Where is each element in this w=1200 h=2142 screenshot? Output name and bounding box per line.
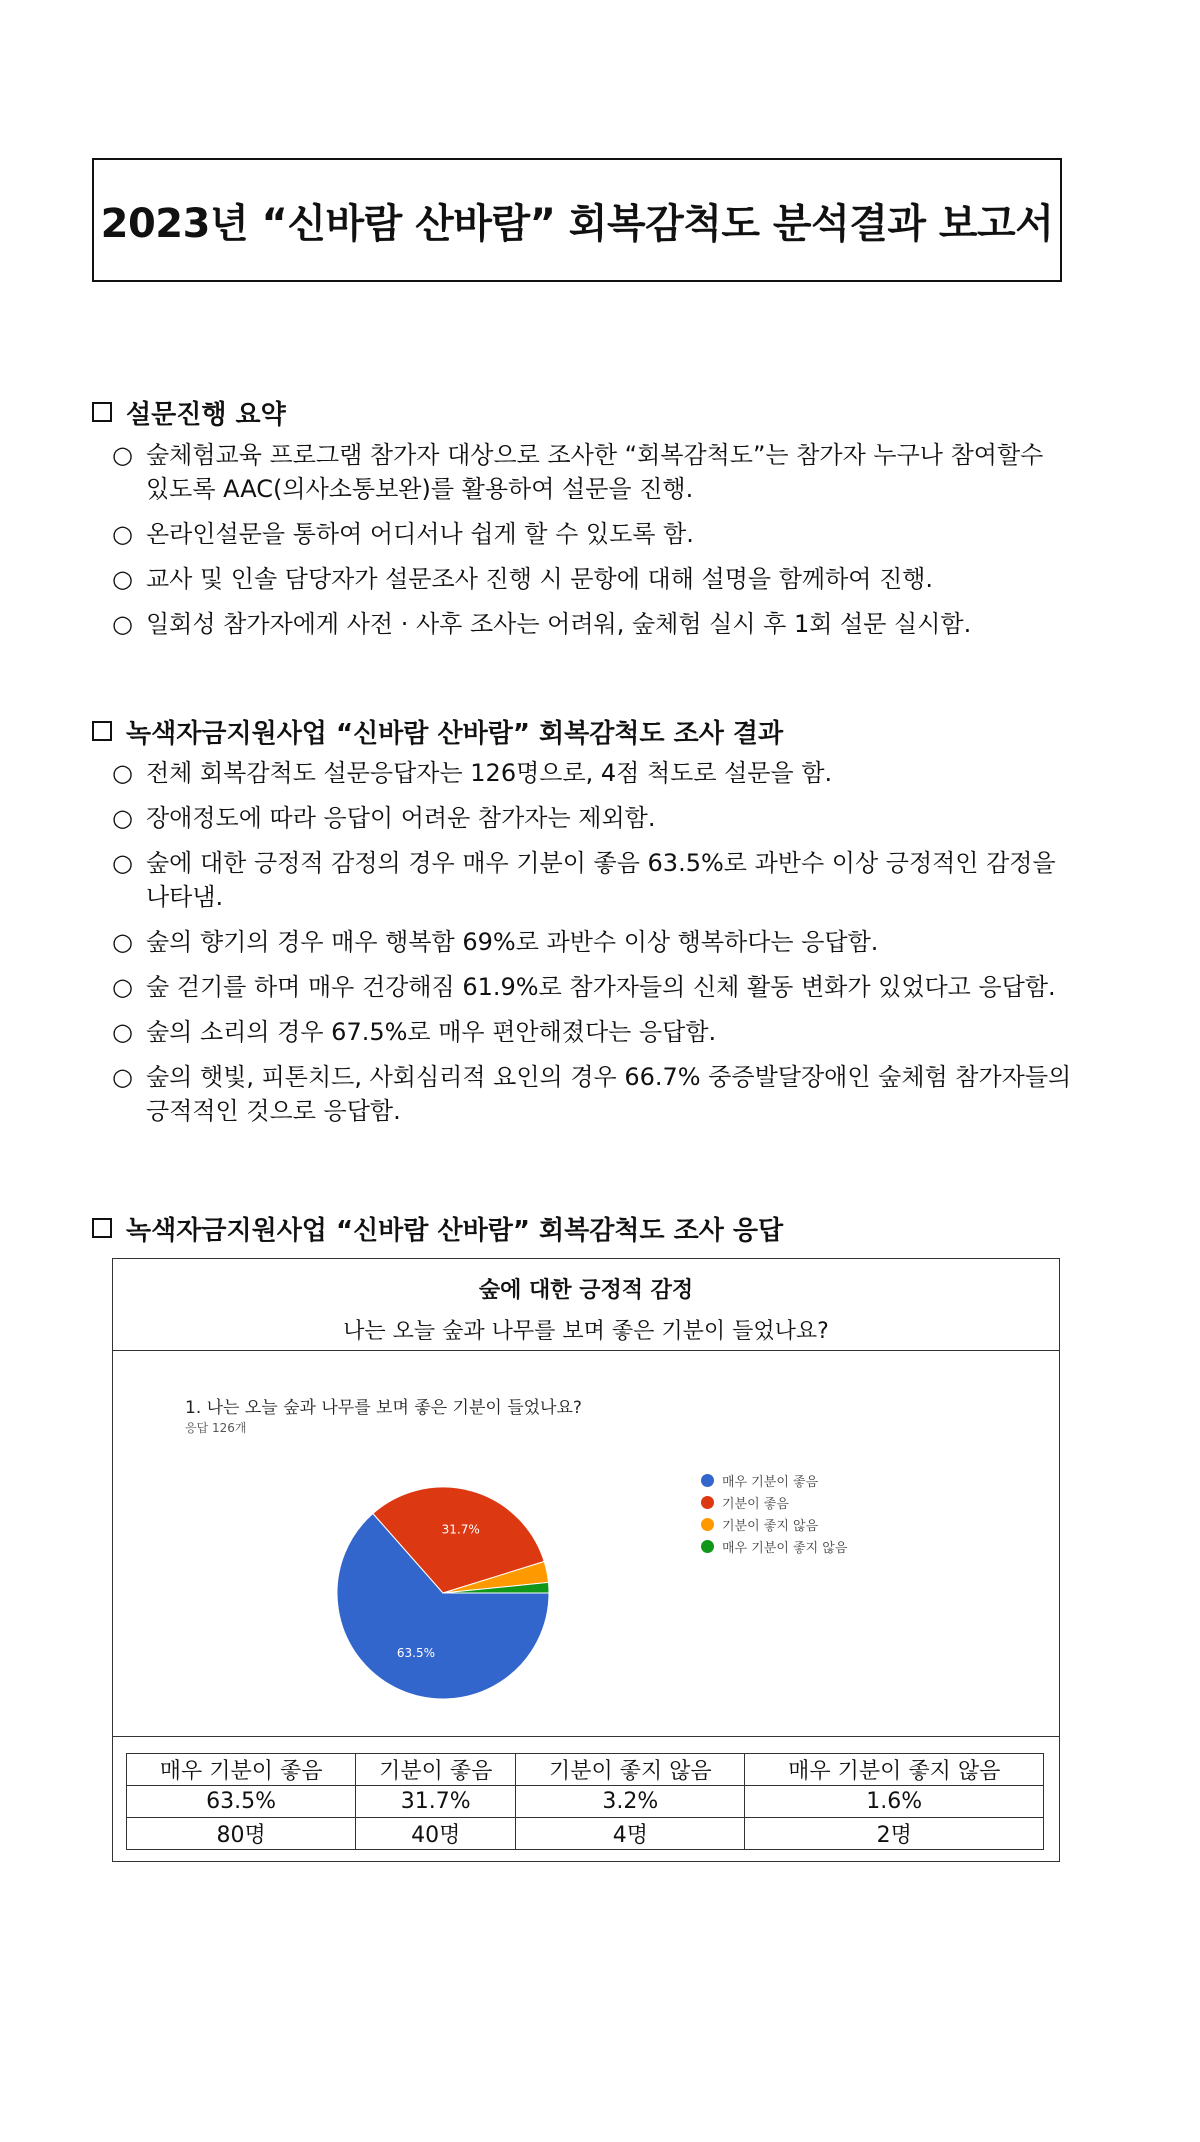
- circle-bullet-icon: ○: [112, 849, 133, 877]
- legend-swatch: [701, 1518, 714, 1531]
- list-item: [112, 846, 1072, 914]
- list-item: [112, 801, 1072, 835]
- legend-label: 매우 기분이 좋지 않음: [722, 1540, 848, 1556]
- table-cell: 2명: [745, 1818, 1044, 1850]
- circle-bullet-icon: ○: [112, 1018, 133, 1046]
- section-heading-survey-responses: [92, 1210, 783, 1247]
- table-row: [127, 1786, 1044, 1818]
- circle-bullet-icon: ○: [112, 928, 133, 956]
- legend-item: [701, 1469, 847, 1491]
- list-item-text: 온라인설문을 통하여 어디서나 쉽게 할 수 있도록 함.: [146, 520, 694, 548]
- circle-bullet-icon: ○: [112, 1063, 133, 1091]
- list-item-text: 일회성 참가자에게 사전 · 사후 조사는 어려워, 숲체험 실시 후 1회 설문 실시함.: [146, 610, 972, 638]
- list-item: [112, 438, 1072, 506]
- chart-legend: [701, 1469, 847, 1557]
- square-bullet-icon: [92, 721, 112, 741]
- circle-bullet-icon: ○: [112, 610, 133, 638]
- section-heading-text: 설문진행 요약: [126, 400, 286, 430]
- legend-label: 기분이 좋지 않음: [722, 1518, 819, 1534]
- section-heading-text: 녹색자금지원사업 “신바람 산바람” 회복감척도 조사 응답: [126, 1216, 784, 1246]
- legend-item: [701, 1535, 847, 1557]
- list-item: [112, 1015, 1072, 1049]
- square-bullet-icon: [92, 402, 112, 422]
- title-box: [92, 158, 1062, 282]
- section-heading-survey-summary: [92, 394, 286, 431]
- list-item: [112, 1060, 1072, 1128]
- circle-bullet-icon: ○: [112, 759, 133, 787]
- circle-bullet-icon: ○: [112, 520, 133, 548]
- table-cell: 4명: [516, 1818, 745, 1850]
- table-cell: 3.2%: [516, 1786, 745, 1818]
- table-cell: 63.5%: [127, 1786, 356, 1818]
- panel-subtitle: 나는 오늘 숲과 나무를 보며 좋은 기분이 들었나요?: [343, 1319, 829, 1344]
- list-item: [112, 970, 1072, 1004]
- table-header-cell: 기분이 좋음: [356, 1754, 516, 1786]
- circle-bullet-icon: ○: [112, 441, 133, 469]
- legend-item: [701, 1491, 847, 1513]
- list-item-text: 숲에 대한 긍정적 감정의 경우 매우 기분이 좋음 63.5%로 과반수 이상 긍정적인 감정을 나타냄.: [146, 849, 1056, 911]
- pie-chart-area: [113, 1351, 1059, 1737]
- panel-header: [113, 1259, 1059, 1351]
- chart-title: 1. 나는 오늘 숲과 나무를 보며 좋은 기분이 들었나요?: [185, 1398, 582, 1418]
- legend-swatch: [701, 1540, 714, 1553]
- page-title: 2023년 “신바람 산바람” 회복감척도 분석결과 보고서: [100, 200, 1054, 247]
- list-item-text: 숲의 햇빛, 피톤치드, 사회심리적 요인의 경우 66.7% 중증발달장애인 숲체험 참가자들의 긍적적인 것으로 응답함.: [146, 1063, 1072, 1125]
- table-cell: 1.6%: [745, 1786, 1044, 1818]
- list-item-text: 숲의 향기의 경우 매우 행복함 69%로 과반수 이상 행복하다는 응답함.: [146, 928, 879, 956]
- table-header-cell: 매우 기분이 좋지 않음: [745, 1754, 1044, 1786]
- pie-slice-label: 31.7%: [441, 1522, 480, 1537]
- list-item: [112, 607, 1072, 641]
- section-heading-survey-results: [92, 713, 783, 750]
- legend-swatch: [701, 1474, 714, 1487]
- table-header-cell: 매우 기분이 좋음: [127, 1754, 356, 1786]
- survey-response-panel: [112, 1258, 1060, 1862]
- survey-summary-list: [112, 438, 1072, 652]
- table-row: [127, 1754, 1044, 1786]
- table-header-cell: 기분이 좋지 않음: [516, 1754, 745, 1786]
- list-item-text: 숲의 소리의 경우 67.5%로 매우 편안해졌다는 응답함.: [146, 1018, 717, 1046]
- section-heading-text: 녹색자금지원사업 “신바람 산바람” 회복감척도 조사 결과: [126, 719, 784, 749]
- list-item-text: 교사 및 인솔 담당자가 설문조사 진행 시 문항에 대해 설명을 함께하여 진행.: [146, 565, 934, 593]
- list-item-text: 전체 회복감척도 설문응답자는 126명으로, 4점 척도로 설문을 함.: [146, 759, 833, 787]
- circle-bullet-icon: ○: [112, 565, 133, 593]
- list-item: [112, 517, 1072, 551]
- circle-bullet-icon: ○: [112, 804, 133, 832]
- list-item: [112, 756, 1072, 790]
- results-table: [126, 1753, 1044, 1850]
- survey-results-list: [112, 756, 1072, 1139]
- list-item: [112, 562, 1072, 596]
- pie-chart: [313, 1463, 573, 1723]
- table-cell: 80명: [127, 1818, 356, 1850]
- legend-label: 매우 기분이 좋음: [722, 1474, 819, 1490]
- legend-item: [701, 1513, 847, 1535]
- table-cell: 40명: [356, 1818, 516, 1850]
- list-item-text: 장애정도에 따라 응답이 어려운 참가자는 제외함.: [146, 804, 656, 832]
- circle-bullet-icon: ○: [112, 973, 133, 1001]
- table-cell: 31.7%: [356, 1786, 516, 1818]
- pie-slice-label: 63.5%: [396, 1645, 436, 1660]
- list-item: [112, 925, 1072, 959]
- square-bullet-icon: [92, 1218, 112, 1238]
- table-row: [127, 1818, 1044, 1850]
- panel-title: 숲에 대한 긍정적 감정: [478, 1278, 694, 1303]
- legend-label: 기분이 좋음: [722, 1496, 789, 1512]
- chart-response-count: 응답 126개: [185, 1421, 247, 1435]
- list-item-text: 숲체험교육 프로그램 참가자 대상으로 조사한 “회복감척도”는 참가자 누구나 참여할수 있도록 AAC(의사소통보완)를 활용하여 설문을 진행.: [146, 441, 1044, 503]
- list-item-text: 숲 걷기를 하며 매우 건강해짐 61.9%로 참가자들의 신체 활동 변화가 있었다고 응답함.: [146, 973, 1056, 1001]
- legend-swatch: [701, 1496, 714, 1509]
